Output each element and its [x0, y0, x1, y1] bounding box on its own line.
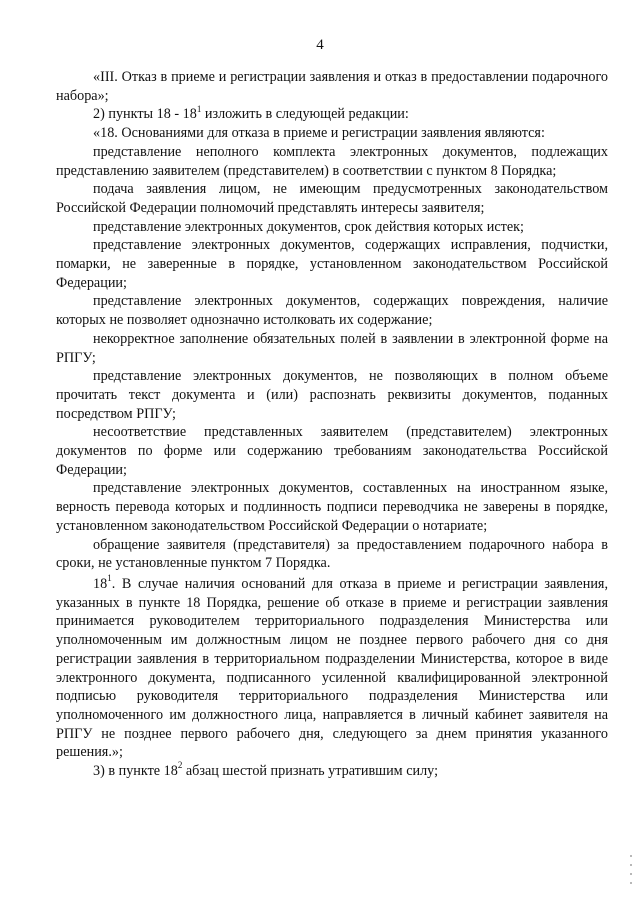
paragraph-ground-2: подача заявления лицом, не имеющим предусмотренных законодательством Российской Федерации полномочий представлять интересы заявителя;	[56, 181, 608, 216]
paragraph-ground-3: представление электронных документов, срок действия которых истек;	[93, 218, 524, 235]
paragraph-ground-8: несоответствие представленных заявителем (представителем) электронных документов по форме или содержанию требованиям законодательства Российской Федерации;	[56, 424, 608, 478]
paragraph-clause-18-1	[56, 575, 608, 762]
paragraph-clause-18: «18. Основаниями для отказа в приеме и регистрации заявления являются:	[93, 125, 545, 142]
paragraph-item-3-text-end: абзац шестой признать утратившим силу;	[182, 763, 439, 780]
paragraph-item-2-text-end: изложить в следующей редакции:	[201, 106, 409, 123]
superscript: 1	[107, 573, 112, 584]
scan-artifact	[630, 855, 634, 895]
paragraph-ground-6: некорректное заполнение обязательных полей в заявлении в электронной форме на РПГУ;	[56, 330, 608, 366]
document-body	[56, 68, 608, 781]
paragraph-item-2	[56, 105, 608, 124]
superscript: 2	[177, 760, 183, 771]
page-number: 4	[316, 37, 324, 53]
clause-number: 18	[93, 575, 108, 592]
paragraph-section-heading: «III. Отказ в приеме и регистрации заявления и отказ в предоставлении подарочного набора»;	[56, 69, 608, 104]
paragraph-item-3	[56, 762, 608, 781]
paragraph-ground-7: представление электронных документов, не позволяющих в полном объеме прочитать текст документа и (или) распознать реквизиты документов, поданных посредством РПГУ;	[56, 368, 608, 422]
paragraph-ground-10: обращение заявителя (представителя) за предоставлением подарочного набора в сроки, не установленные пунктом 7 Порядка.	[56, 536, 608, 572]
paragraph-ground-1: представление неполного комплекта электронных документов, подлежащих представлению заявителем (представителем) в соответствии с пунктом 8 Порядка;	[56, 143, 608, 179]
paragraph-ground-5: представление электронных документов, содержащих повреждения, наличие которых не позволяет однозначно истолковать их содержание;	[56, 293, 608, 329]
clause-text: . В случае наличия оснований для отказа в приеме и регистрации заявления, указанных в пункте 18 Порядка, решение об отказе в приеме и регистрации заявления принимается руководителем территориального подразделения Министерства или уполномоченным им должностным лицом не позднее первого рабочего дня со дня регистрации заявления в территориальном подразделении Министерства, которое в виде электронного документа, подписанного усиленной квалифицированной электронной подписью руководителя территориального подразделения Министерства или уполномоченного им должностного лица, направляется в личный кабинет заявителя на РПГУ не позднее первого рабочего дня, следующего за днем принятия указанного решения.»;	[56, 575, 608, 761]
paragraph-ground-9: представление электронных документов, составленных на иностранном языке, верность перевода которых и подлинность подписи переводчика не заверены в порядке, установленном законодательством Российской Федерации о нотариате;	[56, 480, 608, 534]
superscript: 1	[196, 103, 202, 114]
paragraph-item-3-text: 3) в пункте 18	[93, 763, 178, 780]
paragraph-ground-4: представление электронных документов, содержащих исправления, подчистки, помарки, не заверенные в порядке, установленном законодательством Российской Федерации;	[56, 237, 608, 291]
paragraph-item-2-text: 2) пункты 18 - 18	[93, 106, 197, 123]
